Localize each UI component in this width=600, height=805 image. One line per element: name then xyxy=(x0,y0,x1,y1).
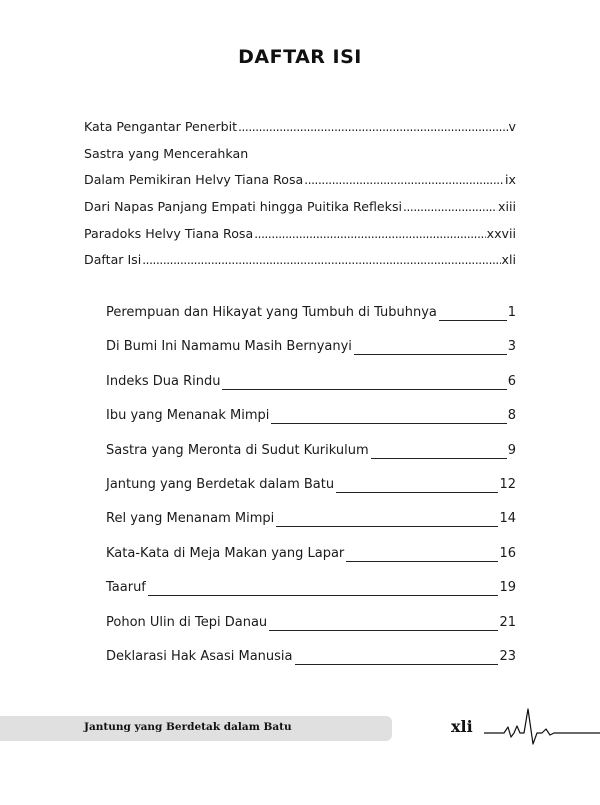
toc-entry-page: 12 xyxy=(499,476,516,492)
toc-entry[interactable] xyxy=(106,403,516,437)
line-leader xyxy=(439,306,507,321)
toc-entry[interactable] xyxy=(106,369,516,403)
toc-entry[interactable] xyxy=(84,167,516,194)
line-leader xyxy=(276,512,498,527)
toc-entry-page: 23 xyxy=(499,648,516,664)
toc-entry[interactable] xyxy=(106,644,516,678)
toc-entry-page: xiii xyxy=(498,199,516,215)
toc-entry-label: Dari Napas Panjang Empati hingga Puitika Refleksi xyxy=(84,199,403,215)
toc-entry-label: Pohon Ulin di Tepi Danau xyxy=(106,614,268,630)
line-leader xyxy=(371,444,507,459)
toc-entry[interactable] xyxy=(106,610,516,644)
dot-leader xyxy=(403,194,497,221)
toc-entry[interactable] xyxy=(84,141,516,168)
line-leader xyxy=(269,616,498,631)
toc-entry-page: v xyxy=(508,119,516,134)
toc-entry[interactable] xyxy=(106,541,516,575)
toc-entry[interactable] xyxy=(106,438,516,472)
toc-entry-page: 1 xyxy=(507,305,516,320)
toc-entry-label: Daftar Isi xyxy=(84,252,142,268)
toc-entry-page: 8 xyxy=(507,408,516,424)
page-number: xli xyxy=(451,717,473,736)
toc-entry[interactable] xyxy=(84,114,516,141)
poem-list xyxy=(106,300,516,678)
line-leader xyxy=(271,409,506,424)
toc-entry-label: Indeks Dua Rindu xyxy=(106,373,221,389)
toc-entry-label: Deklarasi Hak Asasi Manusia xyxy=(106,648,293,664)
toc-entry[interactable] xyxy=(106,506,516,540)
toc-entry-page: xli xyxy=(501,252,516,268)
toc-entry-label: Rel yang Menanam Mimpi xyxy=(106,511,275,527)
page-title: DAFTAR ISI xyxy=(238,46,362,68)
toc-entry-page: 16 xyxy=(499,545,516,561)
toc-entry-label: Kata Pengantar Penerbit xyxy=(84,119,238,134)
toc-entry-label: Ibu yang Menanak Mimpi xyxy=(106,408,270,424)
toc-entry-label: Di Bumi Ini Namamu Masih Bernyanyi xyxy=(106,339,352,355)
toc-entry-label: Jantung yang Berdetak dalam Batu xyxy=(106,476,335,492)
toc-entry-label: Taaruf xyxy=(106,580,146,596)
toc-entry-page: xxvii xyxy=(486,225,516,241)
toc-entry-label: Kata-Kata di Meja Makan yang Lapar xyxy=(106,545,345,561)
dot-leader xyxy=(238,114,507,141)
toc-entry-label: Dalam Pemikiran Helvy Tiana Rosa xyxy=(84,172,304,188)
toc-entry[interactable] xyxy=(106,300,516,334)
toc-entry-label: Sastra yang Meronta di Sudut Kurikulum xyxy=(106,442,369,458)
toc-entry-label: Paradoks Helvy Tiana Rosa xyxy=(84,225,254,241)
toc-entry[interactable] xyxy=(106,334,516,368)
line-leader xyxy=(354,340,507,355)
toc-entry-page: ix xyxy=(505,172,516,188)
line-leader xyxy=(336,478,498,493)
line-leader xyxy=(346,547,498,562)
line-leader xyxy=(222,375,506,390)
toc-entry[interactable] xyxy=(84,194,516,221)
toc-entry[interactable] xyxy=(106,575,516,609)
toc-entry[interactable] xyxy=(84,221,516,248)
toc-entry-page: 14 xyxy=(499,511,516,527)
toc-entry-page: 6 xyxy=(507,373,516,389)
dot-leader xyxy=(142,247,500,274)
front-matter-list xyxy=(84,114,516,274)
heartbeat-icon xyxy=(484,704,600,748)
toc-entry-page: 21 xyxy=(499,614,516,630)
line-leader xyxy=(148,581,499,596)
toc-entry-label: Sastra yang Mencerahkan xyxy=(84,145,249,161)
dot-leader xyxy=(304,167,504,194)
dot-leader xyxy=(254,221,485,248)
toc-entry-page: 3 xyxy=(507,339,516,355)
toc-entry-page: 9 xyxy=(507,442,516,458)
toc-entry[interactable] xyxy=(106,472,516,506)
footer-book-title: Jantung yang Berdetak dalam Batu xyxy=(84,721,292,733)
toc-entry[interactable] xyxy=(84,247,516,274)
toc-entry-page: 19 xyxy=(499,580,516,596)
toc-entry-label: Perempuan dan Hikayat yang Tumbuh di Tubuhnya xyxy=(106,305,437,320)
line-leader xyxy=(295,650,499,665)
